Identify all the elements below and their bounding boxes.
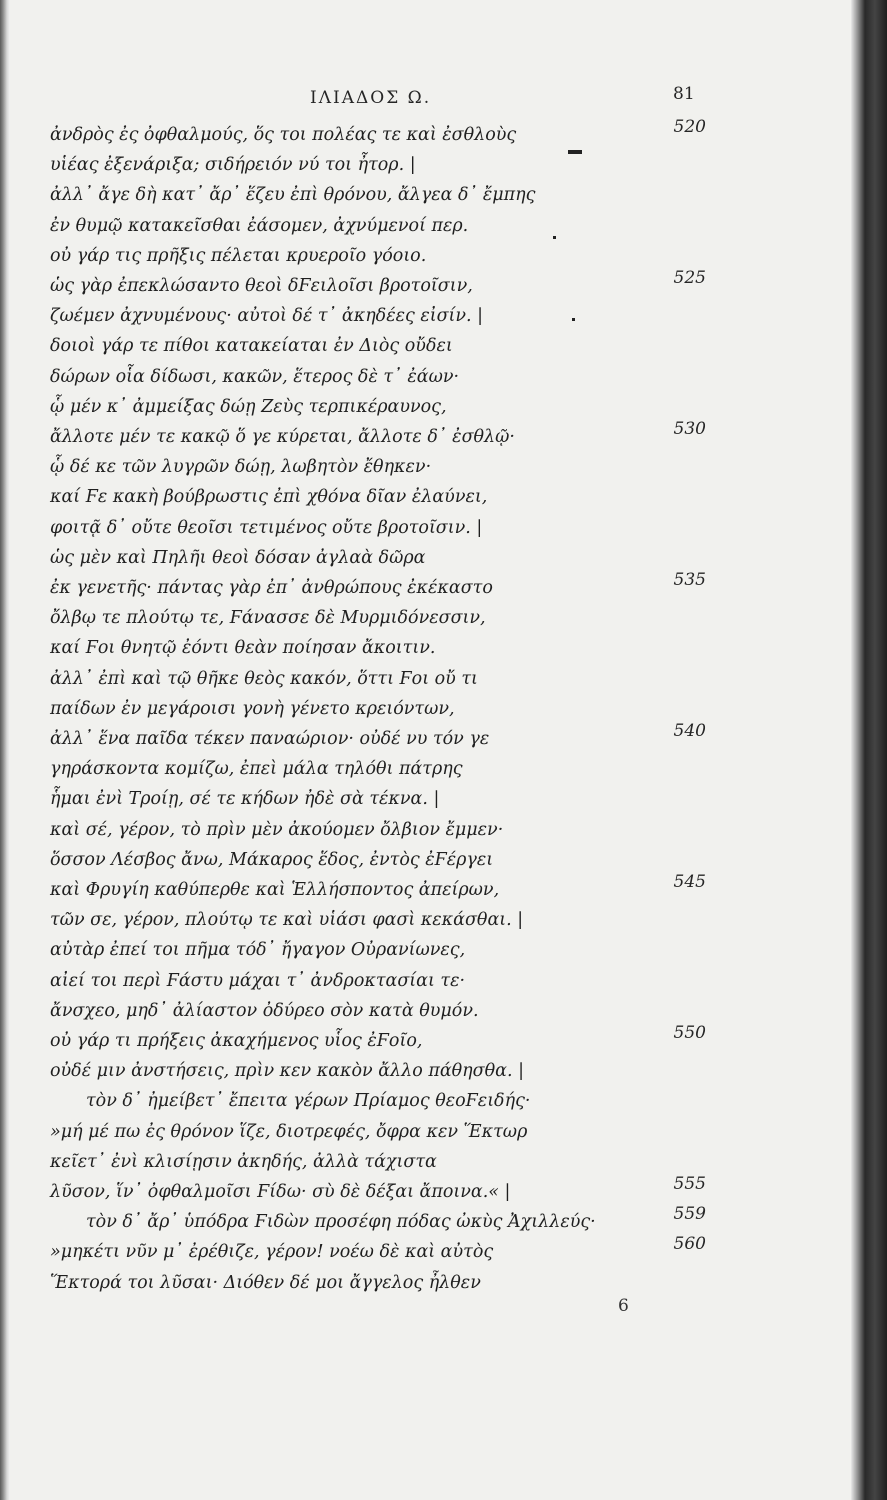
verse-line: ζωέμεν ἀχνυμένους· αὐτοὶ δέ τ᾽ ἀκηδέες εἰσίν. | bbox=[50, 306, 484, 327]
line-number: 555 bbox=[673, 1174, 706, 1194]
ink-speck bbox=[553, 236, 556, 239]
verse-line: »μηκέτι νῦν μ᾽ ἐρέθιζε, γέρον! νοέω δὲ καὶ αὐτὸς bbox=[50, 1242, 494, 1263]
line-number: 559 bbox=[673, 1204, 706, 1225]
verse-line: υἱέας ἐξενάριξα; σιδήρειόν νύ τοι ἦτορ. | bbox=[50, 155, 416, 176]
verse-line: ᾧ δέ κε τῶν λυγρῶν δώῃ, λωβητὸν ἔθηκεν· bbox=[50, 457, 432, 478]
line-number: 535 bbox=[673, 570, 706, 590]
verse-line: λῦσον, ἵν᾽ ὀφθαλμοῖσι Ϝίδω· σὺ δὲ δέξαι ἄποινα.« | bbox=[50, 1182, 511, 1202]
scan-right-edge bbox=[851, 0, 887, 1500]
verse-line: οὐ γάρ τι πρήξεις ἀκαχήμενος υἷος ἐϜοῖο, bbox=[50, 1031, 423, 1051]
verse-line: καί Ϝε κακὴ βούβρωστις ἐπὶ χθόνα δῖαν ἐλαύνει, bbox=[50, 487, 488, 508]
verse-line: ἄνσχεο, μηδ᾽ ἀλίαστον ὀδύρεο σὸν κατὰ θυμόν. bbox=[50, 1000, 479, 1021]
verse-line: ἀλλ᾽ ἕνα παῖδα τέκεν παναώριον· οὐδέ νυ τόν γε bbox=[50, 729, 490, 749]
verse-line: ἄλλοτε μέν τε κακῷ ὅ γε κύρεται, ἄλλοτε δ᾽ ἐσθλῷ· bbox=[50, 427, 515, 447]
verse-line: τὸν δ᾽ ἠμείβετ᾽ ἔπειτα γέρων Πρίαμος θεοϜειδής· bbox=[86, 1091, 531, 1112]
verse-line: φοιτᾷ δ᾽ οὔτε θεοῖσι τετιμένος οὔτε βροτοῖσιν. | bbox=[50, 517, 483, 538]
line-number: 525 bbox=[673, 268, 706, 288]
verse-line: ἐν θυμῷ κατακεῖσθαι ἐάσομεν, ἀχνύμενοί περ. bbox=[50, 215, 469, 236]
verse-line: οὐδέ μιν ἀνστήσεις, πρὶν κεν κακὸν ἄλλο πάθησθα. | bbox=[50, 1061, 524, 1082]
verse-line: οὐ γάρ τις πρῆξις πέλεται κρυεροῖο γόοιο. bbox=[50, 245, 427, 266]
verse-line: ἧμαι ἐνὶ Τροίῃ, σέ τε κήδων ἠδὲ σὰ τέκνα. | bbox=[50, 789, 440, 810]
verse-line: ἀλλ᾽ ἐπὶ καὶ τῷ θῆκε θεὸς κακόν, ὅττι Ϝοι οὔ τι bbox=[50, 668, 478, 689]
verse-line: κεῖετ᾽ ἐνὶ κλισίῃσιν ἀκηδής, ἀλλὰ τάχιστα bbox=[50, 1151, 437, 1172]
verse-line: ὡς γὰρ ἐπεκλώσαντο θεοὶ δϜειλοῖσι βροτοῖσιν, bbox=[50, 276, 473, 296]
line-number: 540 bbox=[673, 721, 706, 741]
verse-line: ἀλλ᾽ ἄγε δὴ κατ᾽ ἄρ᾽ ἕζευ ἐπὶ θρόνου, ἄλγεα δ᾽ ἔμπης bbox=[50, 185, 536, 206]
verse-line: ὅσσον Λέσβος ἄνω, Μάκαρος ἕδος, ἐντὸς ἐϜέργει bbox=[50, 849, 494, 870]
verse-line: αἰεί τοι περὶ Ϝάστυ μάχαι τ᾽ ἀνδροκτασίαι τε· bbox=[50, 970, 466, 991]
ink-speck bbox=[572, 318, 575, 321]
line-number: 550 bbox=[673, 1023, 706, 1043]
verse-line: ὄλβῳ τε πλούτῳ τε, Ϝάνασσε δὲ Μυρμιδόνεσσιν, bbox=[50, 608, 486, 629]
verse-line: ὡς μὲν καὶ Πηλῆι θεοὶ δόσαν ἀγλαὰ δῶρα bbox=[50, 547, 426, 568]
verse-line: καὶ σέ, γέρον, τὸ πρὶν μὲν ἀκούομεν ὄλβιον ἔμμεν· bbox=[50, 819, 504, 840]
line-number: 560 bbox=[673, 1234, 706, 1255]
signature-mark: 6 bbox=[618, 1296, 629, 1316]
verse-line: τῶν σε, γέρον, πλούτῳ τε καὶ υἱάσι φασὶ κεκάσθαι. | bbox=[50, 910, 524, 931]
verse-line: δώρων οἷα δίδωσι, κακῶν, ἕτερος δὲ τ᾽ ἐάων· bbox=[50, 366, 460, 387]
ink-speck bbox=[568, 150, 582, 154]
line-number: 530 bbox=[673, 419, 706, 439]
verse-line: δοιοὶ γάρ τε πίθοι κατακείαται ἐν Διὸς οὔδει bbox=[50, 336, 453, 357]
page-number: 81 bbox=[673, 84, 695, 104]
verse-line: αὐτὰρ ἐπεί τοι πῆμα τόδ᾽ ἤγαγον Οὐρανίωνες, bbox=[50, 940, 466, 961]
verse-line: ἐκ γενετῆς· πάντας γὰρ ἐπ᾽ ἀνθρώπους ἐκέκαστο bbox=[50, 578, 493, 598]
verse-line: γηράσκοντα κομίζω, ἐπεὶ μάλα τηλόθι πάτρης bbox=[50, 759, 463, 780]
verse-line: Ἕκτορά τοι λῦσαι· Διόθεν δέ μοι ἄγγελος ἦλθεν bbox=[50, 1272, 481, 1293]
verse-line: καὶ Φρυγίη καθύπερθε καὶ Ἑλλήσποντος ἀπείρων, bbox=[50, 880, 500, 900]
verse-line: ᾧ μέν κ᾽ ἀμμείξας δώῃ Ζεὺς τερπικέραυνος, bbox=[50, 396, 447, 417]
book-page bbox=[10, 0, 851, 1500]
line-number: 545 bbox=[673, 872, 706, 892]
scan-left-edge bbox=[0, 0, 10, 1500]
verse-line: τὸν δ᾽ ἄρ᾽ ὑπόδρα Ϝιδὼν προσέφη πόδας ὠκὺς Ἀχιλλεύς· bbox=[86, 1212, 596, 1233]
verse-line: ἀνδρὸς ἐς ὀφθαλμούς, ὅς τοι πολέας τε καὶ ἐσθλοὺς bbox=[50, 125, 517, 145]
verse-line: παίδων ἐν μεγάροισι γονὴ γένετο κρειόντων, bbox=[50, 698, 455, 719]
line-number: 520 bbox=[673, 117, 706, 137]
running-head-title: ΙΛΙΑΔΟΣ Ω. bbox=[310, 88, 432, 108]
verse-line: »μή μέ πω ἐς θρόνον ἵζε, διοτρεφές, ὄφρα κεν Ἕκτωρ bbox=[50, 1121, 528, 1142]
verse-line: καί Ϝοι θνητῷ ἐόντι θεὰν ποίησαν ἄκοιτιν. bbox=[50, 638, 436, 659]
